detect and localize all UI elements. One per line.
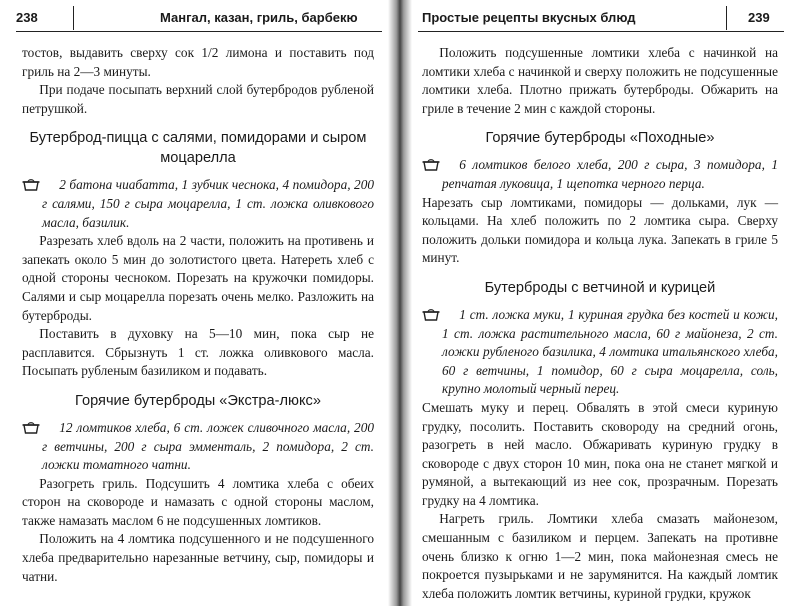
recipe-title: Горячие бутерброды «Походные»: [485, 130, 715, 147]
recipe-title: Горячие бутерброды «Экстра-люкс»: [75, 392, 321, 409]
right-running-title: Простые рецепты вкусных блюд: [422, 10, 636, 25]
paragraph: Поставить в духовку на 5—10 мин, пока сыр не расплавится. Сбрызнуть 1 ст. ложка оливкового масла. Посыпать рубленым базиликом и подавать.: [22, 326, 374, 379]
cooking-pot-icon: [422, 156, 440, 172]
paragraph: Положить подсушенные ломтики хлеба с начинкой на ломтики хлеба с начинкой и сверху положить не подсушенные ломтики хлеба. Плотно прижать бутерброды. Обжарить на гриле в течение 2 мин с каждой стороны.: [422, 45, 778, 116]
right-page-number: 239: [748, 10, 770, 25]
paragraph: Разогреть гриль. Подсушить 4 ломтика хлеба с обеих сторон на сковороде и намазать с одной стороны маслом, также намазать маслом 6 не подсушенных ломтиков.: [22, 475, 374, 528]
left-page: [0, 0, 392, 606]
paragraph: Положить на 4 ломтика подсушенного и не подсушенного хлеба предварительно нарезанные ветчину, сыр, помидоры и чатни.: [22, 531, 374, 584]
paragraph: При подаче посыпать верхний слой бутербродов рубленой петрушкой.: [22, 82, 374, 116]
recipe-title: Бутерброд-пицца с салями, помидорами и сыром моцарелла: [29, 130, 367, 167]
left-page-text: [22, 44, 374, 586]
ingredients-list: [422, 306, 778, 399]
cooking-pot-icon: [22, 176, 40, 192]
ingredients-text: 1 ст. ложка муки, 1 куриная грудка без костей и кожи, 1 ст. ложка растительного масла, 60 г майонеза, 2 ст. ложки рубленого базилика, 4 ломтика итальянского хлеба, 60 г ветчины, 1 помидор, 60 г сыра моцарелла, соль, крупно молотый черный перец.: [442, 306, 778, 397]
paragraph: Разрезать хлеб вдоль на 2 части, положить на противень и запекать около 5 мин до золотистого цвета. Натереть хлеб с одной стороны чесноком. Порезать на кружочки помидоры. Салями и сыр моцарелла порезать очень мелко. Разложить на бутерброды.: [22, 233, 374, 323]
right-header-divider: [726, 6, 727, 30]
ingredients-text: 6 ломтиков белого хлеба, 200 г сыра, 3 помидора, 1 репчатая луковица, 1 щепотка черного перца.: [442, 157, 778, 191]
left-page-number: 238: [16, 10, 38, 25]
paragraph: Нагреть гриль. Ломтики хлеба смазать майонезом, смешанным с базиликом и перцем. Запекать на противне очень близко к огню 1—2 мин, пока майонезная смесь не покроется пузырьками и не зарумянится. На каждый ломтик хлеба положить ломтик ветчины, куриной грудки, кружок: [422, 511, 778, 601]
right-page-text: [422, 44, 778, 603]
ingredients-text: 12 ломтиков хлеба, 6 ст. ложек сливочного масла, 200 г ветчины, 200 г сыра эмменталь, 2 помидора, 2 ст. ложки томатного чатни.: [42, 419, 374, 473]
left-header-rule: [16, 31, 382, 32]
paragraph: Смешать муку и перец. Обвалять в этой смеси куриную грудку, посолить. Поставить сковороду на средний огонь, разогреть в ней масло. Обжаривать куриную грудку в сковороде с двух сторон 10 мин, пока она не станет мягкой и румяной, а вытекающий из нее сок, прозрачным. Порезать грудку на 4 ломтика.: [422, 399, 778, 508]
ingredients-list: [422, 156, 778, 193]
cooking-pot-icon: [22, 419, 40, 435]
cooking-pot-icon: [422, 306, 440, 322]
recipe-title: Бутерброды с ветчиной и курицей: [484, 279, 716, 296]
left-header-divider: [73, 6, 74, 30]
right-page: [408, 0, 800, 606]
paragraph: тостов, выдавить сверху сок 1/2 лимона и поставить под гриль на 2—3 минуты.: [22, 45, 374, 79]
left-running-title: Мангал, казан, гриль, барбекю: [160, 10, 358, 25]
ingredients-text: 2 батона чиабатта, 1 зубчик чеснока, 4 помидора, 200 г салями, 150 г сыра моцарелла, 1 ст. ложка оливкового масла, базилик.: [42, 177, 374, 230]
ingredients-list: [22, 419, 374, 475]
paragraph: Нарезать сыр ломтиками, помидоры — дольками, лук — кольцами. На хлеб положить по 2 ломтика сыра. Сверху положить дольки помидора и кольца лука. Запекать в гриле 5 минут.: [422, 194, 778, 266]
ingredients-list: [22, 176, 374, 232]
right-header-rule: [418, 31, 784, 32]
